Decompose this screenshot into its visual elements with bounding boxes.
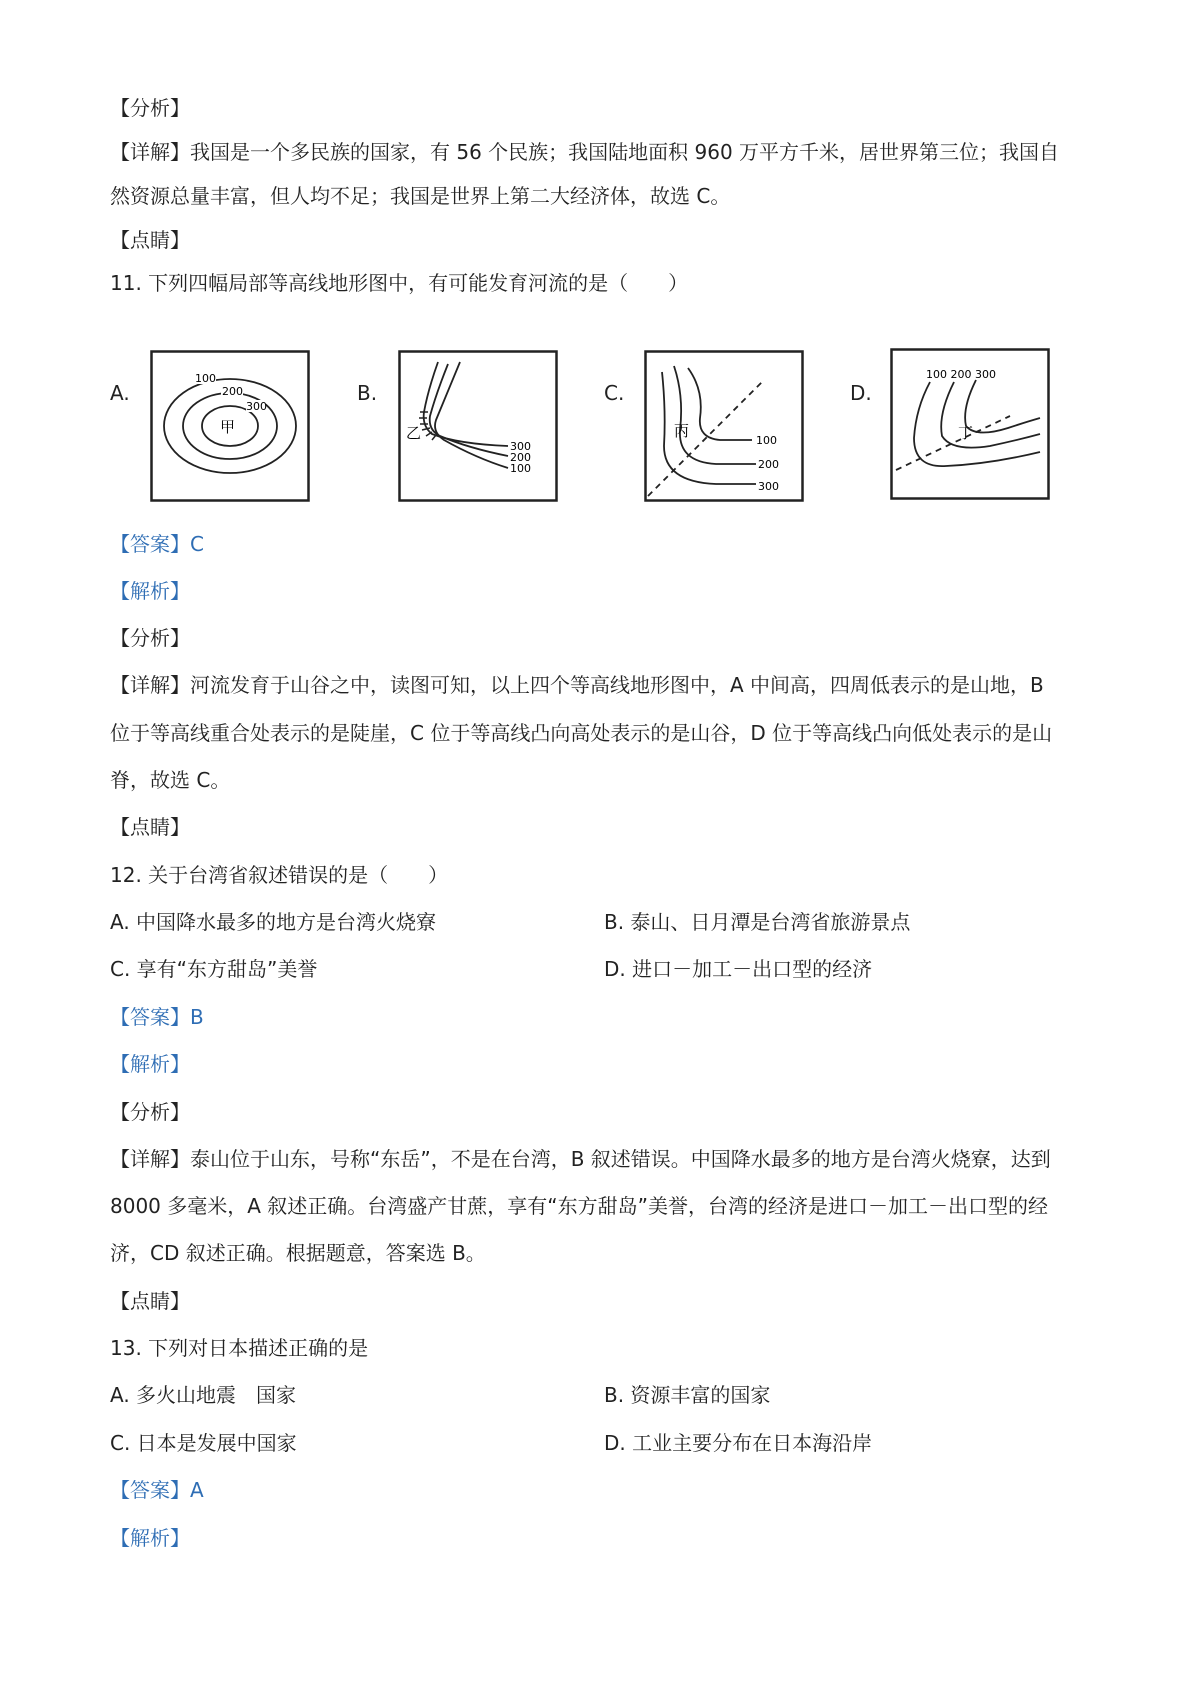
contour-label: 100 [195,372,216,385]
answer-line: 【答案】A [110,1478,204,1502]
contour-label: 300 [510,440,531,453]
option-a-label: A. [110,381,130,405]
option-a: A. 中国降水最多的地方是台湾火烧寮 [110,910,437,934]
analysis-heading: 【分析】 [110,626,190,650]
analysis-heading: 【分析】 [110,1100,190,1124]
contour-label: 100 [756,434,777,447]
detail-text-line: 【详解】我国是一个多民族的国家，有 56 个民族；我国陆地面积 960 万平方千米，居世界第三位；我国自 [110,140,1060,164]
contour-map-d [890,348,1050,500]
contour-map-a [150,350,310,502]
analysis-heading: 【分析】 [110,96,190,120]
option-c: C. 享有“东方甜岛”美誉 [110,957,318,981]
option-b-label: B. [357,381,378,405]
option-b: B. 泰山、日月潭是台湾省旅游景点 [604,910,911,934]
answer-line: 【答案】B [110,1005,204,1029]
question-11: 11. 下列四幅局部等高线地形图中，有可能发育河流的是（ ） [110,271,689,295]
explain-heading: 【解析】 [110,579,190,603]
contour-label: 300 [758,480,779,493]
contour-label: 100 200 300 [926,368,996,381]
explain-heading: 【解析】 [110,1052,190,1076]
contour-map-c [644,350,804,502]
contour-label: 200 [758,458,779,471]
option-a: A. 多火山地震 国家 [110,1383,297,1407]
option-c-label: C. [604,381,625,405]
question-12: 12. 关于台湾省叙述错误的是（ ） [110,863,449,887]
location-mark: 乙 [406,424,422,442]
option-d: D. 工业主要分布在日本海沿岸 [604,1431,873,1455]
answer-line: 【答案】C [110,532,204,556]
option-d-label: D. [850,381,872,405]
location-mark: 丁 [958,424,974,442]
option-d: D. 进口－加工－出口型的经济 [604,957,873,981]
detail-text-line: 8000 多毫米，A 叙述正确。台湾盛产甘蔗，享有“东方甜岛”美誉，台湾的经济是进口－加工－出口型的经 [110,1194,1049,1218]
detail-text-line: 然资源总量丰富，但人均不足；我国是世界上第二大经济体，故选 C。 [110,184,731,208]
contour-label: 100 [510,462,531,475]
detail-text-line: 【详解】河流发育于山谷之中，读图可知，以上四个等高线地形图中，A 中间高，四周低表示的是山地，B [110,673,1044,697]
comment-heading: 【点睛】 [110,815,190,839]
contour-label: 200 [222,385,243,398]
comment-heading: 【点睛】 [110,1289,190,1313]
explain-heading: 【解析】 [110,1526,190,1550]
detail-text-line: 脊，故选 C。 [110,768,231,792]
comment-heading: 【点睛】 [110,228,190,252]
option-c: C. 日本是发展中国家 [110,1431,297,1455]
question-13: 13. 下列对日本描述正确的是 [110,1336,369,1360]
location-mark: 丙 [674,422,690,440]
detail-text-line: 【详解】泰山位于山东，号称“东岳”，不是在台湾，B 叙述错误。中国降水最多的地方是台湾火烧寮，达到 [110,1147,1051,1171]
contour-map-b [398,350,558,502]
contour-label: 200 [510,451,531,464]
contour-label: 300 [246,400,267,413]
detail-text-line: 位于等高线重合处表示的是陡崖，C 位于等高线凸向高处表示的是山谷，D 位于等高线凸向低处表示的是山 [110,721,1053,745]
location-mark: 甲 [220,418,236,436]
detail-text-line: 济，CD 叙述正确。根据题意，答案选 B。 [110,1241,486,1265]
option-b: B. 资源丰富的国家 [604,1383,771,1407]
